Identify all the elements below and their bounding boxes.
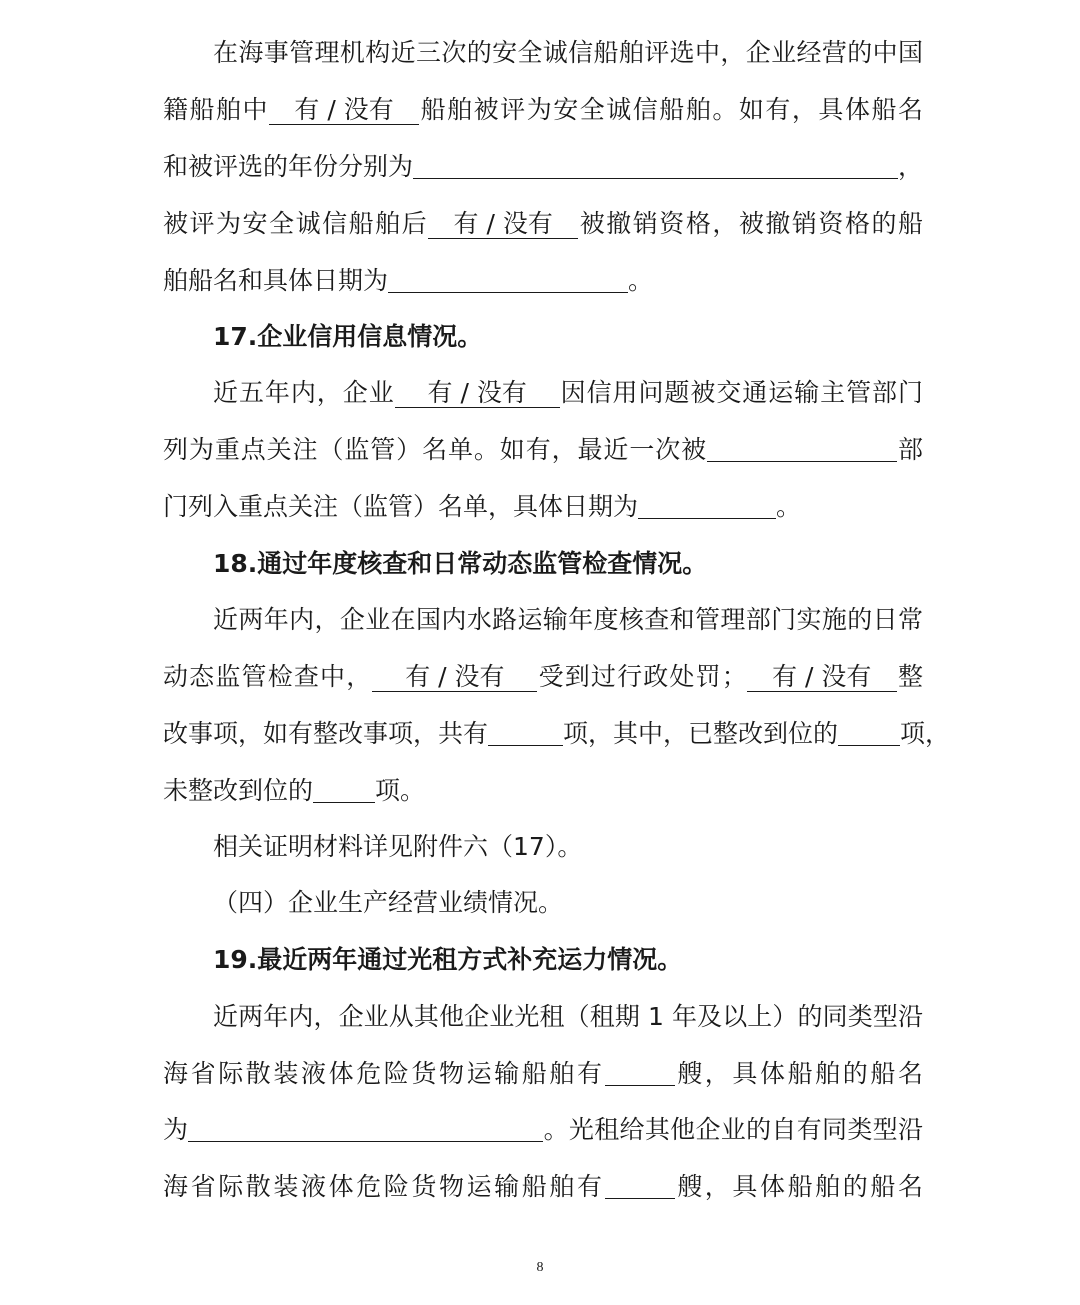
choice-field[interactable]: 有 / 没有 <box>428 210 578 239</box>
paragraph-line: 列为重点关注（监管）名单。如有，最近一次被 部 <box>163 435 923 464</box>
paragraph-line: 海省际散装液体危险货物运输船舶有 艘，具体船舶的船名 <box>163 1059 923 1088</box>
paragraph-line: 相关证明材料详见附件六（17）。 <box>213 832 583 861</box>
fill-blank[interactable] <box>413 150 898 179</box>
paragraph-line: 门列入重点关注（监管）名单，具体日期为 。 <box>163 492 802 521</box>
fill-blank[interactable] <box>388 264 628 293</box>
fill-blank[interactable] <box>605 1170 675 1199</box>
paragraph-line: 被评为安全诚信船舶后 有 / 没有 被撤销资格，被撤销资格的船 <box>163 209 923 238</box>
section-subheading: （四）企业生产经营业绩情况。 <box>213 888 564 917</box>
fill-blank[interactable] <box>313 774 375 803</box>
paragraph-line: 和被评选的年份分别为 ， <box>163 152 924 181</box>
section-heading: 18.通过年度核查和日常动态监管检查情况。 <box>213 549 708 578</box>
paragraph-line: 未整改到位的 项。 <box>163 776 426 805</box>
fill-blank[interactable] <box>838 717 900 746</box>
choice-field[interactable]: 有 / 没有 <box>747 663 897 692</box>
paragraph-line: 籍船舶中 有 / 没有 船舶被评为安全诚信船舶。如有，具体船名 <box>163 95 923 124</box>
paragraph-line: 近两年内，企业在国内水路运输年度核查和管理部门实施的日常 <box>213 605 923 634</box>
fill-blank[interactable] <box>638 490 776 519</box>
paragraph-line: 为 。光租给其他企业的自有同类型沿 <box>163 1115 923 1144</box>
section-heading: 17.企业信用信息情况。 <box>213 322 483 351</box>
paragraph-line: 近五年内，企业 有 / 没有 因信用问题被交通运输主管部门 <box>213 378 923 407</box>
choice-field[interactable]: 有 / 没有 <box>372 663 537 692</box>
page-number: 8 <box>536 1260 544 1275</box>
fill-blank[interactable] <box>488 717 563 746</box>
paragraph-line: 改事项，如有整改事项，共有 项，其中，已整改到位的 项， <box>163 719 951 748</box>
paragraph-line: 近两年内，企业从其他企业光租（租期 1 年及以上）的同类型沿 <box>213 1002 923 1031</box>
fill-blank[interactable] <box>707 433 897 462</box>
fill-blank[interactable] <box>605 1057 675 1086</box>
paragraph-line: 舶船名和具体日期为 。 <box>163 266 654 295</box>
choice-field[interactable]: 有 / 没有 <box>269 96 419 125</box>
paragraph-line: 动态监管检查中， 有 / 没有 受到过行政处罚； 有 / 没有 整 <box>163 662 923 691</box>
paragraph-line: 海省际散装液体危险货物运输船舶有 艘，具体船舶的船名 <box>163 1172 923 1201</box>
paragraph-line: 在海事管理机构近三次的安全诚信船舶评选中，企业经营的中国 <box>213 38 923 67</box>
section-heading: 19.最近两年通过光租方式补充运力情况。 <box>213 945 683 974</box>
fill-blank[interactable] <box>188 1113 543 1142</box>
choice-field[interactable]: 有 / 没有 <box>395 379 560 408</box>
